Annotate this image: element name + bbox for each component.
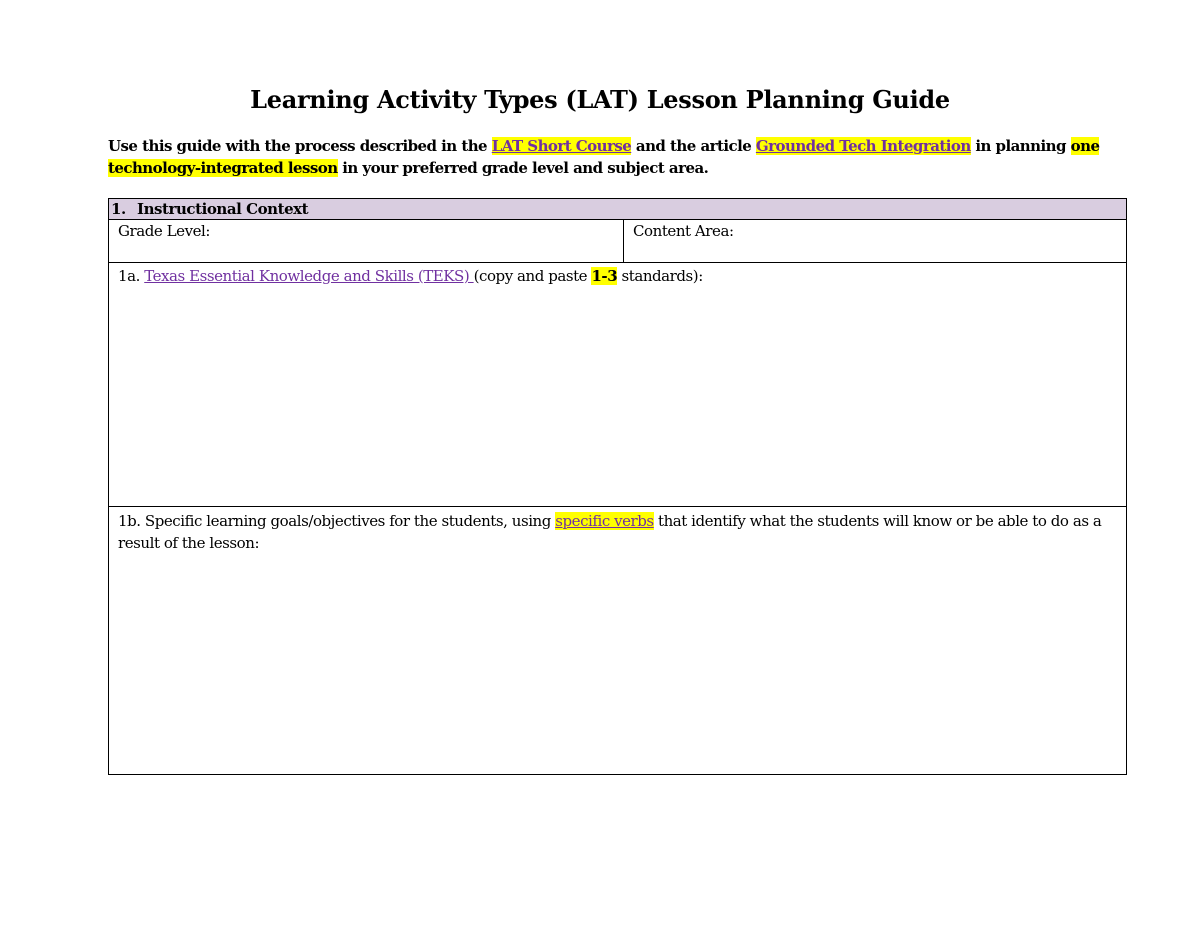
teks-suffix: standards): <box>617 267 703 285</box>
grounded-tech-integration-link[interactable]: Grounded Tech Integration <box>755 137 971 155</box>
specific-verbs-link[interactable]: specific verbs <box>555 512 654 530</box>
content-area-cell[interactable] <box>624 220 1127 263</box>
teks-middle: (copy and paste <box>473 267 592 285</box>
intro-paragraph <box>108 136 1108 179</box>
grade-level-label: Grade Level: <box>118 222 210 240</box>
section-number: 1. <box>111 200 126 218</box>
teks-link[interactable]: Texas Essential Knowledge and Skills (TEKS) <box>144 267 474 285</box>
intro-text-3: in planning <box>970 137 1071 155</box>
goals-suffix: that identify what the students will know or be able to do as a result of the lesson: <box>118 512 1102 552</box>
goals-cell[interactable] <box>109 507 1127 775</box>
intro-text-1: Use this guide with the process described in the <box>108 137 492 155</box>
page-title: Learning Activity Types (LAT) Lesson Planning Guide <box>250 85 950 114</box>
section-heading: Instructional Context <box>137 200 309 218</box>
intro-text-4: in your preferred grade level and subject area. <box>337 158 709 177</box>
teks-cell[interactable] <box>109 263 1127 507</box>
lat-short-course-link[interactable]: LAT Short Course <box>491 137 632 155</box>
intro-highlight: one technology-integrated lesson <box>108 137 1100 177</box>
teks-prefix: 1a. <box>118 267 145 285</box>
grade-level-cell[interactable] <box>109 220 624 263</box>
goals-prefix: 1b. Specific learning goals/objectives for the students, using <box>118 512 556 530</box>
teks-range: 1-3 <box>591 267 618 285</box>
content-area-label: Content Area: <box>633 222 734 240</box>
instructional-context-table <box>108 198 1127 775</box>
intro-text-2: and the article <box>631 137 756 155</box>
section-header <box>109 199 1127 220</box>
